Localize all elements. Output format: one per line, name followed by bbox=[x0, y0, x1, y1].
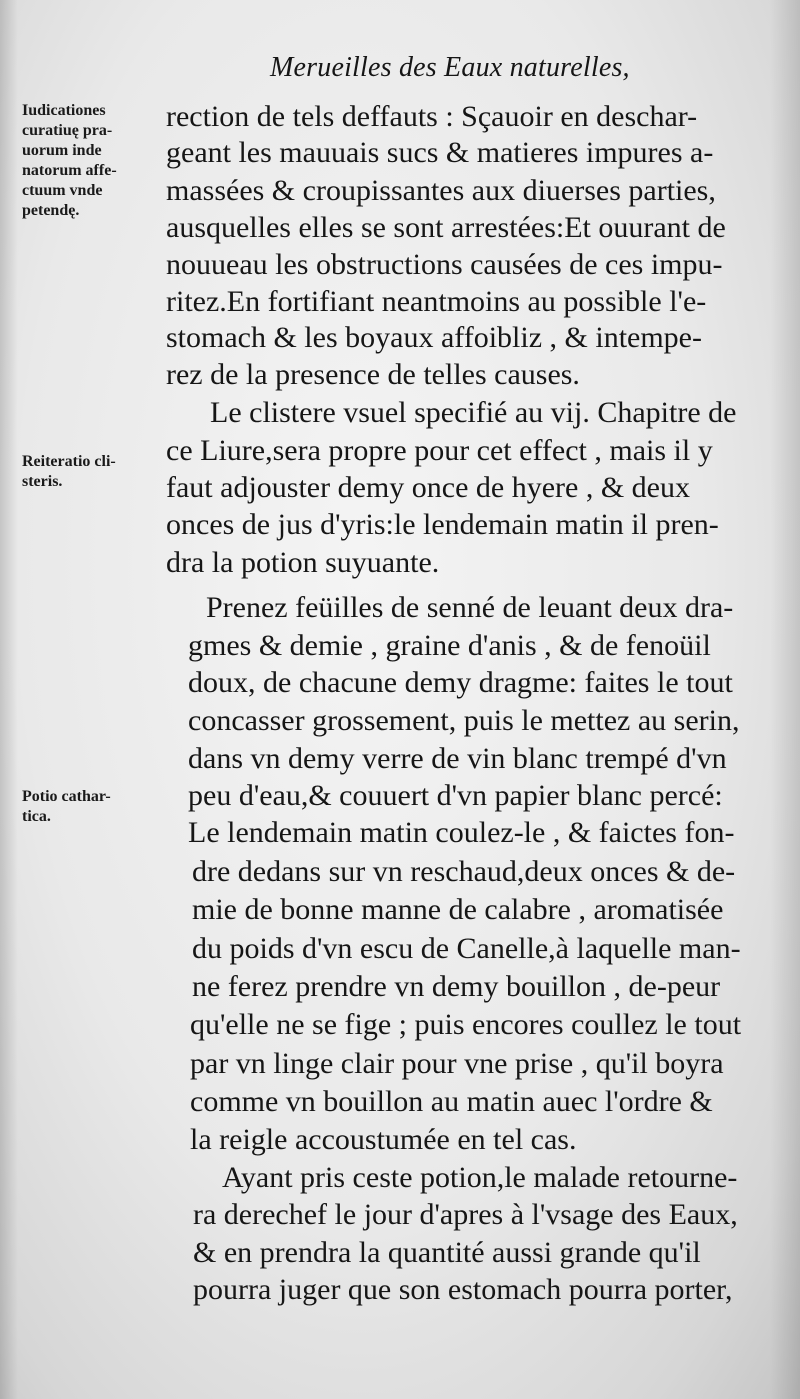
margin-note-line: petendę. bbox=[22, 202, 80, 219]
text-line: la reigle accoustumée en tel cas. bbox=[190, 1123, 577, 1156]
text-line: mie de bonne manne de calabre , aromatisée bbox=[192, 893, 724, 926]
text-line: ritez.En fortifiant neantmoins au possible l'e- bbox=[166, 285, 707, 318]
margin-note-indicationes bbox=[22, 101, 162, 221]
text-line: Le lendemain matin coulez-le , & faictes fon- bbox=[188, 816, 735, 849]
paragraph-first-line: Prenez feüilles de senné de leuant deux dra- bbox=[206, 591, 734, 624]
text-line: concasser grossement, puis le mettez au serin, bbox=[188, 704, 740, 737]
margin-note-line: uorum inde bbox=[22, 142, 102, 159]
text-line: comme vn bouillon au matin auec l'ordre & bbox=[190, 1085, 713, 1118]
text-line: rez de la presence de telles causes. bbox=[166, 358, 580, 391]
running-head: Merueilles des Eaux naturelles, bbox=[270, 52, 630, 83]
text-line: nouueau les obstructions causées de ces impu- bbox=[166, 248, 723, 281]
text-line: pourra juger que son estomach pourra porter, bbox=[193, 1273, 733, 1306]
text-line: faut adjouster demy once de hyere , & deux bbox=[166, 471, 690, 504]
text-line: dre dedans sur vn reschaud,deux onces & de- bbox=[192, 855, 736, 888]
margin-note-line: Iudicationes bbox=[22, 102, 106, 119]
text-line: du poids d'vn escu de Canelle,à laquelle man- bbox=[192, 932, 741, 965]
text-line: qu'elle ne se fige ; puis encores coullez le tout bbox=[190, 1008, 742, 1041]
text-line: & en prendra la quantité aussi grande qu'il bbox=[193, 1236, 701, 1269]
paragraph-first-line: Le clistere vsuel specifié au vij. Chapitre de bbox=[210, 396, 737, 429]
text-line: geant les mauuais sucs & matieres impures a- bbox=[166, 136, 714, 169]
text-line: ne ferez prendre vn demy bouillon , de-peur bbox=[192, 970, 721, 1003]
text-line: gmes & demie , graine d'anis , & de fenoüil bbox=[188, 629, 711, 662]
text-line: ra derechef le jour d'apres à l'vsage des Eaux, bbox=[193, 1198, 738, 1231]
text-line: ce Liure,sera propre pour cet effect , mais il y bbox=[166, 434, 713, 467]
text-line: stomach & les boyaux affoibliz , & intempe- bbox=[166, 321, 702, 354]
page-edge-shadow bbox=[770, 0, 800, 1399]
margin-note-line: steris. bbox=[22, 473, 63, 490]
margin-note-reiteratio bbox=[22, 452, 162, 492]
text-line: dra la potion suyuante. bbox=[166, 546, 440, 579]
margin-note-line: natorum affe- bbox=[22, 162, 117, 179]
text-line: peu d'eau,& couuert d'vn papier blanc percé: bbox=[188, 779, 723, 812]
margin-note-line: Potio cathar- bbox=[22, 788, 111, 805]
margin-note-potio bbox=[22, 787, 162, 827]
text-line: doux, de chacune demy dragme: faites le tout bbox=[188, 666, 733, 699]
margin-note-line: tica. bbox=[22, 808, 51, 825]
text-line: onces de jus d'yris:le lendemain matin il pren- bbox=[166, 508, 719, 541]
paragraph-first-line: Ayant pris ceste potion,le malade retourne- bbox=[222, 1161, 738, 1194]
margin-note-line: curatiuę pra- bbox=[22, 122, 113, 139]
text-line: rection de tels deffauts : Sçauoir en deschar- bbox=[166, 100, 698, 133]
margin-note-line: Reiteratio cli- bbox=[22, 453, 116, 470]
gutter-shadow bbox=[0, 0, 18, 1399]
text-line: par vn linge clair pour vne prise , qu'il boyra bbox=[190, 1047, 724, 1080]
text-line: dans vn demy verre de vin blanc trempé d'vn bbox=[188, 742, 727, 775]
text-line: massées & croupissantes aux diuerses parties, bbox=[166, 174, 716, 207]
margin-note-line: ctuum vnde bbox=[22, 182, 103, 199]
text-line: ausquelles elles se sont arrestées:Et ouurant de bbox=[166, 211, 726, 244]
